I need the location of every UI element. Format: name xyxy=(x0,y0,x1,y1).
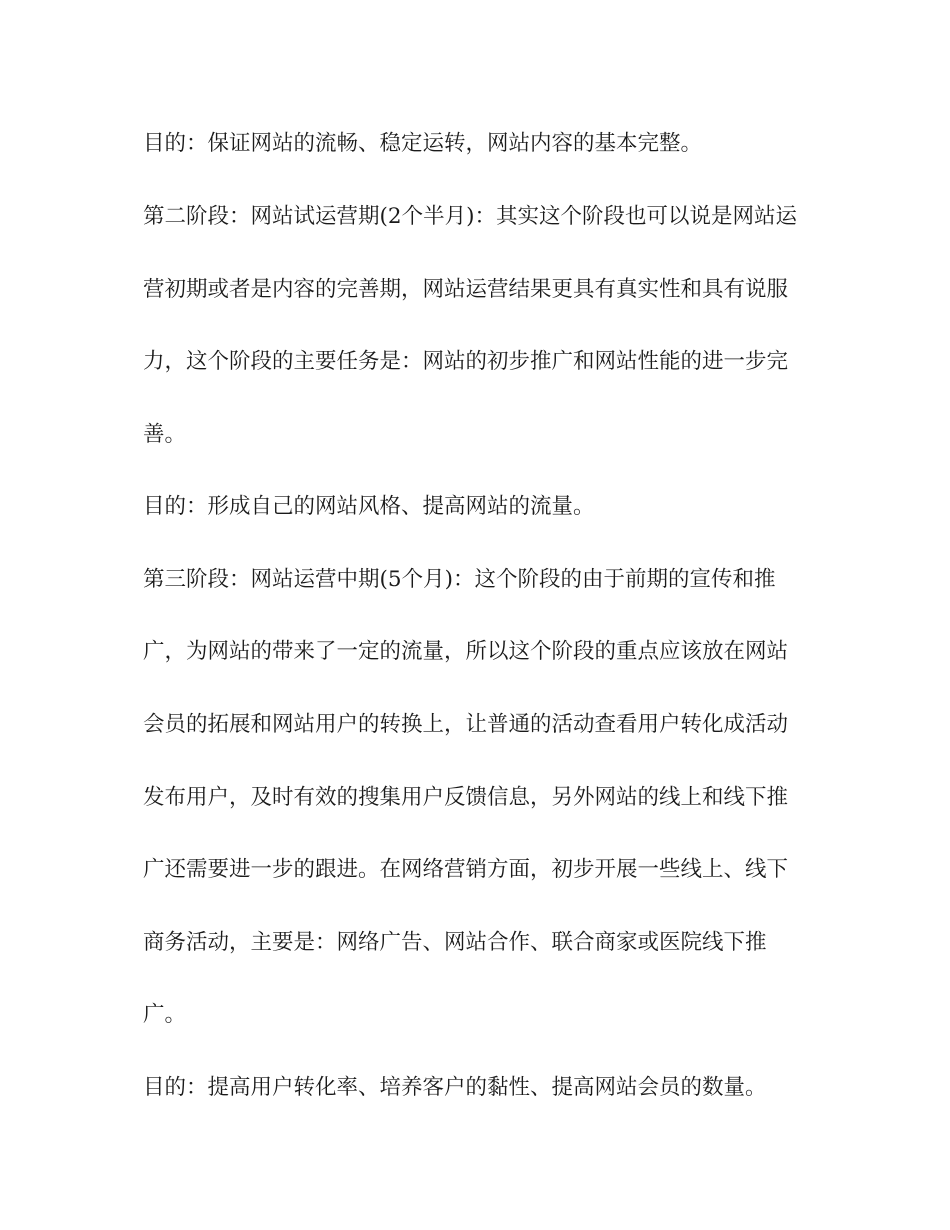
stage-three-line-6: 商务活动，主要是：网络广告、网站合作、联合商家或医院线下推 xyxy=(143,930,767,955)
stage-two-line-2: 营初期或者是内容的完善期，网站运营结果更具有真实性和具有说服 xyxy=(143,277,789,302)
stage-three-line-3: 会员的拓展和网站用户的转换上，让普通的活动查看用户转化成活动 xyxy=(143,712,789,737)
stage-three-line-1: 第三阶段：网站运营中期(5个月)：这个阶段的由于前期的宣传和推 xyxy=(143,567,776,592)
goal-line-3: 目的：提高用户转化率、培养客户的黏性、提高网站会员的数量。 xyxy=(143,1075,767,1100)
stage-two-line-1: 第二阶段：网站试运营期(2个半月)：其实这个阶段也可以说是网站运 xyxy=(143,204,797,229)
stage-two-line-3: 力，这个阶段的主要任务是：网站的初步推广和网站性能的进一步完 xyxy=(143,349,789,374)
stage-two-line-4: 善。 xyxy=(143,422,187,447)
goal-line-1: 目的：保证网站的流畅、稳定运转，网站内容的基本完整。 xyxy=(143,131,703,156)
stage-three-line-5: 广还需要进一步的跟进。在网络营销方面，初步开展一些线上、线下 xyxy=(143,857,789,882)
stage-three-line-7: 广。 xyxy=(143,1002,187,1027)
goal-line-2: 目的：形成自己的网站风格、提高网站的流量。 xyxy=(143,494,595,519)
stage-three-line-4: 发布用户，及时有效的搜集用户反馈信息，另外网站的线上和线下推 xyxy=(143,785,789,810)
stage-three-line-2: 广，为网站的带来了一定的流量，所以这个阶段的重点应该放在网站 xyxy=(143,639,789,664)
